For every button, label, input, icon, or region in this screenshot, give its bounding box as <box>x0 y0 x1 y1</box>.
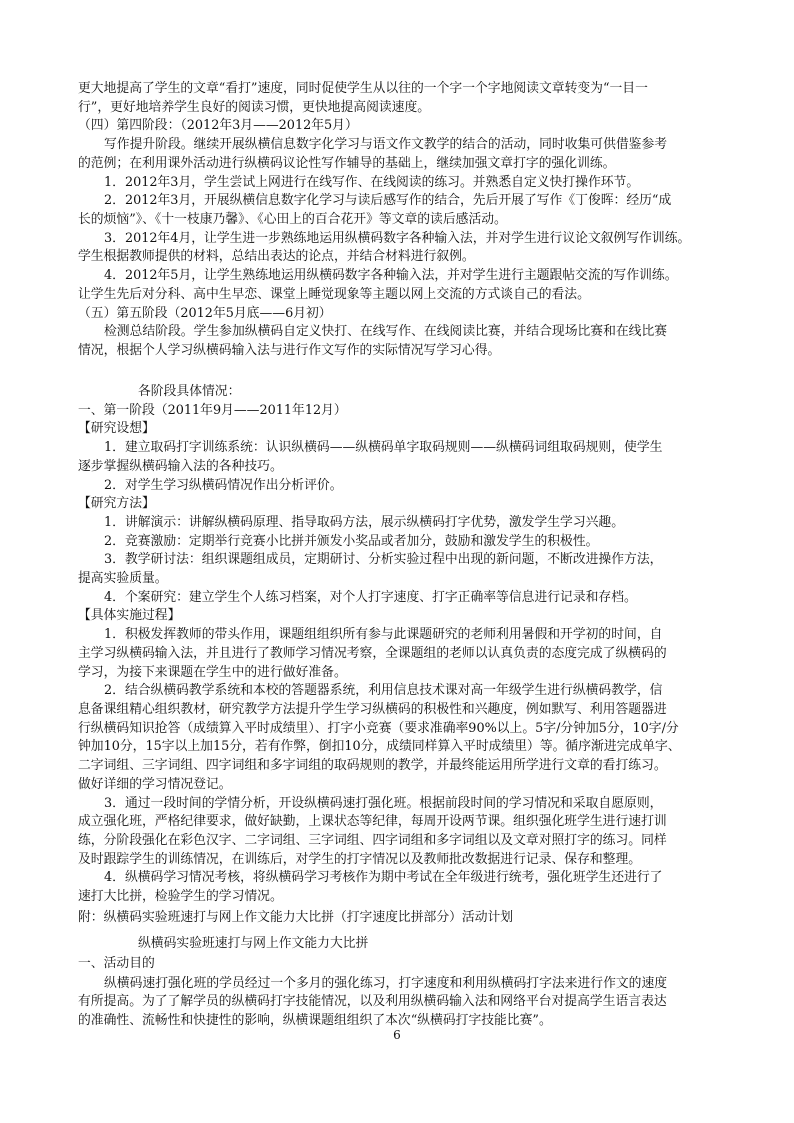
list-item: 3．通过一段时间的学情分析，开设纵横码速打强化班。根据前段时间的学习情况和采取自愿原则， <box>104 796 663 811</box>
page-number: 6 <box>393 1028 401 1042</box>
section-heading: 一、第一阶段（2011年9月——2011年12月） <box>78 403 347 418</box>
text-line: 钟加10分，15字以上加15分，若有作弊，倒扣10分，成绩同样算入平时成绩里）等。循序渐进完成单字、 <box>78 739 681 754</box>
text-line: 息备课组精心组织教材，研究教学方法提升学生学习纵横码的积极性和兴趣度，例如默写、利用答题器进 <box>78 702 667 717</box>
list-item: 1．建立取码打字训练系统：认识纵横码——纵横码单字取码规则——纵横码词组取码规则，使学生 <box>104 440 663 455</box>
list-item: 1．2012年3月，学生尝试上网进行在线写作、在线阅读的练习。并熟悉自定义快打操作环节。 <box>104 175 640 190</box>
subsection-heading: 【研究设想】 <box>78 421 155 436</box>
text-line: 逐步掌握纵横码输入法的各种技巧。 <box>78 459 283 474</box>
text-line: 让学生先后对分科、高中生早恋、课堂上睡觉现象等主题以网上交流的方式谈自己的看法。 <box>78 287 590 302</box>
text-line: 主学习纵横码输入法，并且进行了教师学习情况考察，全课题组的老师以认真负责的态度完成了纵横码的 <box>78 646 667 661</box>
list-item: 1．讲解演示：讲解纵横码原理、指导取码方法，展示纵横码打字优势，激发学生学习兴趣。 <box>104 515 625 530</box>
text-line: 提高实验质量。 <box>78 571 168 586</box>
text-line: 及时跟踪学生的训练情况，在训练后，对学生的打字情况以及教师批改数据进行记录、保存和整理。 <box>78 852 642 867</box>
section-heading: 各阶段具体情况： <box>138 384 241 399</box>
text-line: 二字词组、三字词组、四字词组和多字词组的取码规则的教学，并最终能运用所学进行文章的看打练习。 <box>78 758 667 773</box>
text-line: 更大地提高了学生的文章“看打”速度，同时促使学生从以往的一个字一个字地阅读文章转变为“一目一 <box>78 81 648 96</box>
text-line: 的范例；在利用课外活动进行纵横码议论性写作辅导的基础上，继续加强文章打字的强化训练。 <box>78 156 616 171</box>
text-line: 行”，更好地培养学生良好的阅读习惯，更快地提高阅读速度。 <box>78 100 431 115</box>
text-line: 学习，为接下来课题在学生中的进行做好准备。 <box>78 665 347 680</box>
section-heading: （四）第四阶段：（2012年3月——2012年5月） <box>78 118 358 133</box>
list-item: 2．2012年3月，开展纵横信息数字化学习与读后感写作的结合，先后开展了写作《丁俊晖：经历“成 <box>104 193 672 208</box>
text-line: 的准确性、流畅性和快捷性的影响，纵横课题组组织了本次“纵横码打字技能比赛”。 <box>78 1013 552 1028</box>
text-line: 速打大比拼，检验学生的学习情况。 <box>78 889 283 904</box>
text-line: 有所提高。为了了解学员的纵横码打字技能情况，以及利用纵横码输入法和网络平台对提高学生语言表达 <box>78 994 667 1009</box>
text-line: 情况，根据个人学习纵横码输入法与进行作文写作的实际情况写学习心得。 <box>78 343 501 358</box>
text-line: 写作提升阶段。继续开展纵横信息数字化学习与语文作文教学的结合的活动，同时收集可供借鉴参考 <box>104 137 668 152</box>
list-item: 4．个案研究：建立学生个人练习档案，对个人打字速度、打字正确率等信息进行记录和存档。 <box>104 590 637 605</box>
subsection-heading: 【研究方法】 <box>78 496 155 511</box>
text-line: 纵横码速打强化班的学员经过一个多月的强化练习，打字速度和利用纵横码打字法来进行作文的速度 <box>104 976 668 991</box>
subsection-heading: 【具体实施过程】 <box>78 608 181 623</box>
section-heading: 一、活动目的 <box>78 956 155 971</box>
text-line: 检测总结阶段。学生参加纵横码自定义快打、在线写作、在线阅读比赛，并结合现场比赛和在线比赛 <box>104 324 668 339</box>
list-item: 4．纵横码学习情况考核，将纵横码学习考核作为期中考试在全年级进行统考，强化班学生还进行了 <box>104 870 663 885</box>
text-line: 成立强化班，严格纪律要求，做好缺勤，上课状态等纪律，每周开设两节课。组织强化班学生进行速打训 <box>78 814 667 829</box>
list-item: 1．积极发挥教师的带头作用，课题组组织所有参与此课题研究的老师利用暑假和开学初的时间，自 <box>104 627 663 642</box>
list-item: 4．2012年5月，让学生熟练地运用纵横码数字各种输入法，并对学生进行主题跟帖交流的写作训练。 <box>104 268 678 283</box>
appendix-title: 附：纵横码实验班速打与网上作文能力大比拼（打字速度比拼部分）活动计划 <box>78 910 514 925</box>
text-line: 学生根据教师提供的材料，总结出表达的论点，并结合材料进行叙例。 <box>78 249 475 264</box>
list-item: 3．2012年4月，让学生进一步熟练地运用纵横码数字各种输入法，并对学生进行议论文叙例写作训练。 <box>104 231 691 246</box>
activity-title: 纵横码实验班速打与网上作文能力大比拼 <box>138 936 369 951</box>
text-line: 行纵横码知识抢答（成绩算入平时成绩里）、打字小竞赛（要求准确率90%以上。5字/分钟加5分，10字/分 <box>78 721 679 736</box>
text-line: 做好详细的学习情况登记。 <box>78 777 232 792</box>
list-item: 2．对学生学习纵横码情况作出分析评价。 <box>104 478 343 493</box>
section-heading: （五）第五阶段（2012年5月底——6月初） <box>78 306 332 321</box>
list-item: 2．结合纵横码教学系统和本校的答题器系统，利用信息技术课对高一年级学生进行纵横码教学，信 <box>104 683 663 698</box>
text-line: 长的烦恼”》、《十一枝康乃馨》、《心田上的百合花开》等文章的读后感活动。 <box>78 212 507 227</box>
list-item: 3．教学研讨法：组织课题组成员，定期研讨、分析实验过程中出现的新问题，不断改进操作方法， <box>104 552 663 567</box>
list-item: 2．竞赛激励：定期举行竞赛小比拼并颁发小奖品或者加分，鼓励和激发学生的积极性。 <box>104 534 599 549</box>
text-line: 练，分阶段强化在彩色汉字、二字词组、三字词组、四字词组和多字词组以及文章对照打字的练习。同样 <box>78 833 667 848</box>
